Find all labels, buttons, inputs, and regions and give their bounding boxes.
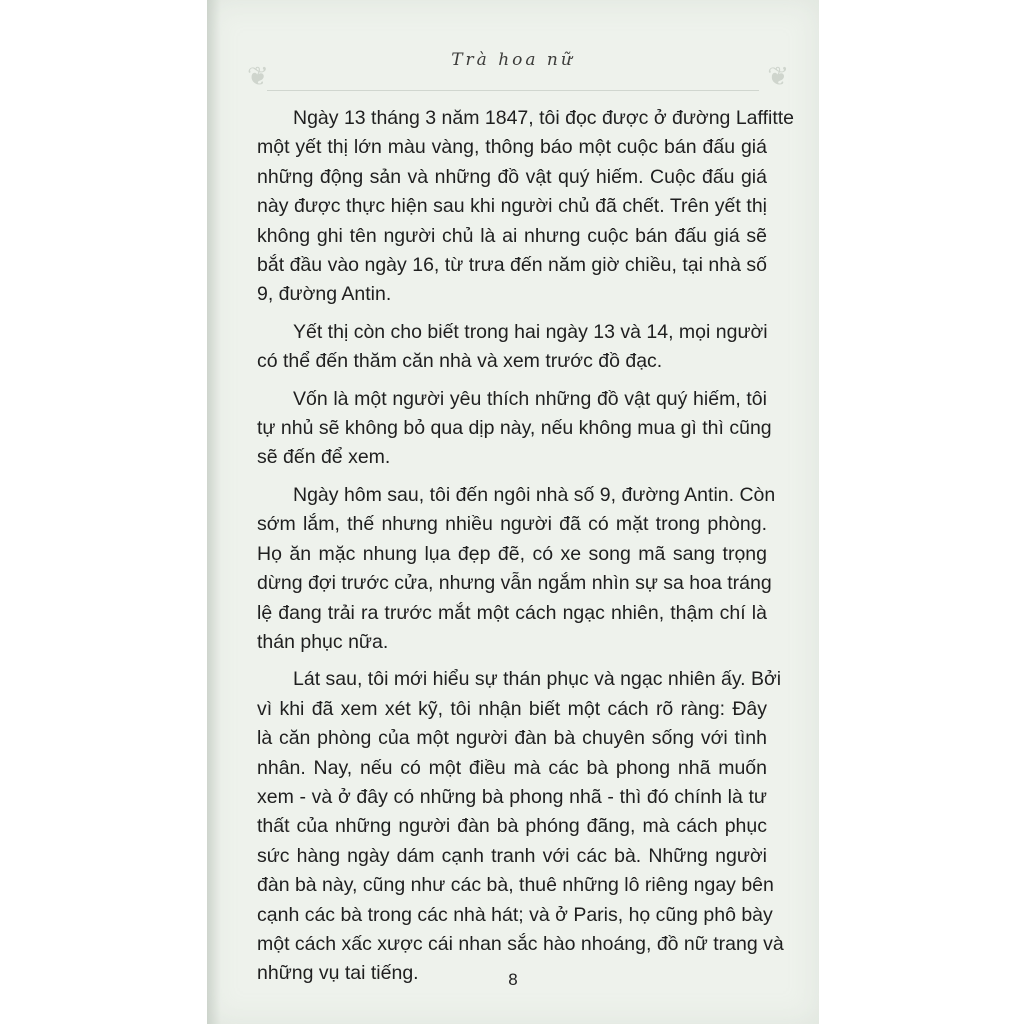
book-title: Trà hoa nữ (451, 50, 575, 70)
text-line: sức hàng ngày dám cạnh tranh với các bà. Những người (257, 844, 767, 867)
text-line: tự nhủ sẽ không bỏ qua dịp này, nếu không mua gì thì cũng (257, 417, 772, 440)
header-divider (267, 90, 759, 91)
text-line: đàn bà này, cũng như các bà, thuê những lô riêng ngay bên (257, 874, 774, 897)
text-line: Lát sau, tôi mới hiểu sự thán phục và ngạc nhiên ấy. Bởi (293, 668, 782, 691)
text-line: Ngày hôm sau, tôi đến ngôi nhà số 9, đường Antin. Còn (293, 483, 776, 506)
text-line: sớm lắm, thế nhưng nhiều người đã có mặt trong phòng. (257, 513, 767, 536)
text-line: không ghi tên người chủ là ai nhưng cuộc bán đấu giá sẽ (257, 224, 767, 247)
text-line: 9, đường Antin. (257, 283, 392, 306)
text-line: cạnh các bà trong các nhà hát; và ở Paris, họ cũng phô bày (257, 903, 773, 926)
text-line: lệ đang trải ra trước mắt một cách ngạc nhiên, thậm chí là (257, 601, 767, 624)
running-header (207, 50, 819, 70)
text-line: Vốn là một người yêu thích những đồ vật quý hiếm, tôi (293, 387, 767, 410)
text-line: vì khi đã xem xét kỹ, tôi nhận biết một cách rõ ràng: Đây (257, 697, 767, 720)
text-line: là căn phòng của một người đàn bà chuyên sống với tình (257, 727, 767, 750)
page-number: 8 (508, 970, 518, 989)
text-line: Yết thị còn cho biết trong hai ngày 13 và 14, mọi người (293, 320, 768, 343)
body-text (257, 104, 795, 997)
text-line: có thể đến thăm căn nhà và xem trước đồ đạc. (257, 350, 663, 373)
paragraph (257, 481, 776, 657)
paragraph (257, 665, 784, 988)
text-line: một yết thị lớn màu vàng, thông báo một cuộc bán đấu giá (257, 136, 767, 159)
paragraph (257, 318, 767, 377)
corner-ornament-icon: ❦ (247, 62, 269, 92)
text-line: Ngày 13 tháng 3 năm 1847, tôi đọc được ở đường Laffitte (293, 107, 795, 129)
text-line: những động sản và những đồ vật quý hiếm. Cuộc đấu giá (257, 165, 767, 188)
text-line: thất của những người đàn bà phóng đãng, mà cách phục (257, 815, 767, 838)
text-line: thán phục nữa. (257, 630, 389, 653)
book-page (207, 0, 819, 1024)
corner-ornament-icon: ❦ (767, 62, 789, 92)
spine-shadow (207, 0, 221, 1024)
paragraph (257, 104, 795, 310)
text-line: dừng đợi trước cửa, nhưng vẫn ngắm nhìn sự sa hoa tráng (257, 572, 772, 595)
paragraph (257, 385, 772, 473)
text-line: nhân. Nay, nếu có một điều mà các bà phong nhã muốn (257, 756, 767, 779)
text-line: bắt đầu vào ngày 16, từ trưa đến năm giờ chiều, tại nhà số (257, 254, 767, 277)
text-line: Họ ăn mặc nhung lụa đẹp đẽ, có xe song mã sang trọng (257, 542, 767, 565)
text-line: này được thực hiện sau khi người chủ đã chết. Trên yết thị (257, 195, 767, 218)
text-line: xem - và ở đây có những bà phong nhã - thì đó chính là tư (257, 785, 767, 808)
text-line: sẽ đến để xem. (257, 446, 391, 469)
text-line: một cách xấc xược cái nhan sắc hào nhoáng, đồ nữ trang và (257, 932, 784, 955)
text-line: những vụ tai tiếng. (257, 962, 419, 985)
